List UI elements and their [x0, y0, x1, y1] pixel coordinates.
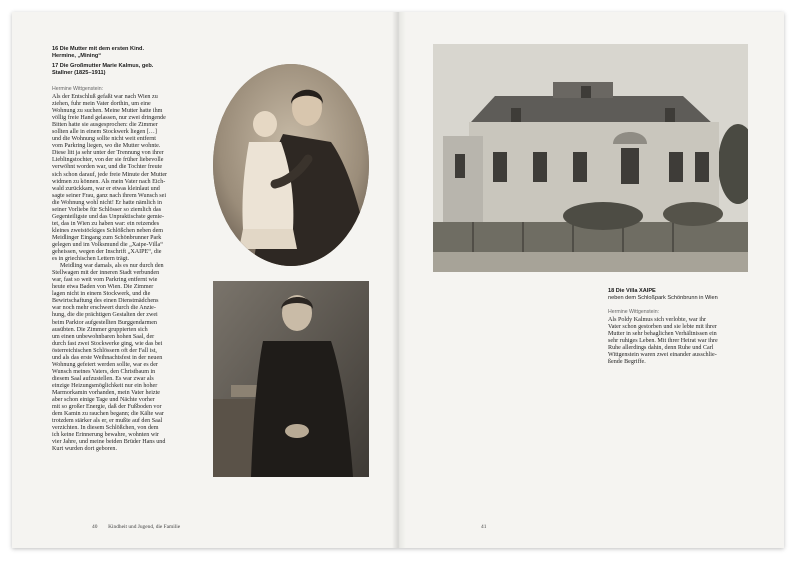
text-line: diesem Saal aufzustellen. Es war zwar als [52, 375, 154, 382]
text-line: kleines zweistöckiges Schlößchen neben dem [52, 227, 164, 234]
text-line: aber schon einige Tage und Nächte vorher [52, 397, 155, 404]
text-line: vier Jahre, und meine beiden Brüder Hans und [52, 439, 166, 446]
text-line: ich keine Erinnerung bewahre, wohnten wir [52, 432, 159, 439]
photo-mother-with-child [213, 64, 369, 266]
text-line: war, fast so weit vom Parkring entfernt wie [52, 277, 158, 284]
photo-grandmother [213, 281, 369, 477]
text-line: Bewirtschaftung des einen Dienstmädchens [52, 298, 159, 305]
photo-grandmother-drawing [213, 281, 369, 477]
text-line: Kurt wurden dort geboren. [52, 446, 117, 453]
caption-18-subtitle: neben dem Schloßpark Schönbrunn in Wien [608, 294, 718, 301]
book-gutter [392, 12, 406, 548]
text-line: sehr ruhiges Leben. Mit ihrer Heirat war ihre [608, 338, 718, 345]
text-line: sagte seiner Frau, ganz nach ihrem Wunsch sei [52, 192, 167, 199]
text-line: völlig freie Hand gelassen, nur zwei dringende [52, 115, 166, 122]
text-line: beim Parktor aufgestellten Burggendarmen [52, 319, 157, 326]
text-line: Ruhe allerdings dahin, denn Ruhe und Carl [608, 345, 714, 352]
running-title: Kindheit und Jugend, die Familie [108, 524, 181, 530]
right-folio [481, 524, 486, 530]
text-line: Wunsch meines Vaters, den Christbaum in [52, 368, 156, 375]
text-line: Vater schon gestorben und sie lebte mit ihrer [608, 324, 717, 331]
text-line: Als der Entschluß gefaßt war nach Wien zu [52, 94, 158, 100]
text-line: Meidling war damals, als es nur durch den [60, 263, 164, 270]
text-line: geheissen, wegen der Inschrift „XAIPE“, die [52, 249, 162, 256]
text-line: Gegenteiligste und das Unpraktischste gemie- [52, 213, 165, 220]
left-caption-block [52, 46, 202, 76]
photo-mother-with-child-drawing [213, 64, 369, 266]
right-caption-block [608, 288, 778, 301]
left-page-number: 40 [92, 524, 98, 530]
speaker-label: Hermine Wittgenstein: [608, 309, 660, 315]
caption-18-title: 18 Die Villa XAIPE [608, 288, 656, 294]
text-line: ausübten. Die Zimmer gruppierten sich [52, 326, 148, 333]
text-line: ziehen, fuhr mein Vater dorthin, um eine [52, 101, 151, 108]
text-line: dem Kamin zu rauchen begann; die Kälte war [52, 411, 164, 418]
paragraph-1 [52, 94, 208, 263]
text-line: und als das erste Weihnachtsfest in der neuen [52, 354, 163, 361]
text-line: sich schon darauf, jede freie Minute der Mutter [52, 171, 168, 178]
text-line: Als Poldy Kalmus sich verlobte, war ihr [608, 317, 706, 323]
text-line: Wohnung gefeiert werden sollte, war es der [52, 361, 158, 368]
text-line: österreichischen Schlössern oft der Fall ist, [52, 347, 157, 354]
text-line: um einen unbewohnbaren hohen Saal, der [52, 333, 155, 340]
text-line: einzige Heizungsmöglichkeit nur ein hoher [52, 382, 158, 389]
text-line: widmen zu können. Als mein Vater nach Eich- [52, 178, 166, 185]
text-line: und die Wohnung sollte nicht weit entfernt [52, 136, 156, 143]
left-folio [92, 524, 180, 530]
text-line: Lieblingstochter, von der sie früher liebevolle [52, 157, 164, 164]
text-line: Mutter in sehr behaglichen Verhältnissen ein [608, 331, 717, 338]
photo-villa-xaipe-drawing [433, 44, 748, 272]
text-line: die Wohnung wohl nicht! Er hatte nämlich in [52, 199, 162, 206]
text-line: Diese litt ja sehr unter der Trennung von ihrer [52, 150, 164, 157]
text-line: Wittgenstein waren zwei einander ausschlie- [608, 352, 717, 359]
speaker-label: Hermine Wittgenstein: [52, 86, 104, 92]
text-line: vom Parkring liegen, wo die Mutter wohnte. [52, 143, 161, 150]
caption-17-line-2: Stallner (1825–1911) [52, 69, 106, 76]
text-line: trotzdem stärker als er, er mußte auf den Saal [52, 418, 163, 425]
text-line: Meidlinger Eingang zum Schönbrunner Park [52, 234, 162, 241]
paragraph-2 [52, 263, 208, 453]
text-line: Wohnung zu suchen. Meine Mutter hatte ihm [52, 108, 163, 115]
text-line: Marmorkamin vorhanden, mein Vater heizte [52, 389, 161, 396]
caption-16-line-2: Hermine, „Mining“ [52, 52, 102, 59]
text-line: war noch mehr erschwert durch die Anzie- [52, 305, 156, 312]
text-line: lagen nicht in einem Stockwerk, und die [52, 291, 151, 298]
text-line: verzichten. In diesem Schlößchen, von dem [52, 425, 159, 432]
right-body-text [608, 309, 758, 366]
text-line: wald zurückkam, war er etwas kleinlaut und [52, 185, 160, 192]
caption-16-line-1: 16 Die Mutter mit dem ersten Kind. [52, 46, 145, 52]
text-line: heute etwa Baden von Wien. Die Zimmer [52, 284, 154, 291]
text-line: durch fast zwei Stockwerke ging, wie das bei [52, 340, 163, 347]
text-line: seiner Vorliebe für Schlösser so ziemlich das [52, 206, 162, 213]
text-line: Bitten hatte sie ausgesprochen: die Zimmer [52, 122, 158, 129]
text-line: ßende Begriffe. [608, 359, 646, 366]
text-line: gelegen und im Volksmund die „Xaipe-Villa“ [52, 241, 163, 248]
text-line: verwöhnt worden war, und die Tochter freute [52, 164, 163, 171]
photo-villa-xaipe [433, 44, 748, 272]
text-line: hung, die die prächtigen Gestalten der zwei [52, 312, 158, 319]
text-line: es in griechischen Lettern trägt. [52, 256, 129, 263]
caption-17-line-1: 17 Die Großmutter Marie Kalmus, geb. [52, 63, 154, 70]
text-line: mit so großer Energie, daß der Fußboden vor [52, 404, 162, 411]
left-body-text [52, 86, 208, 453]
text-line: sollten alle in einem Stockwerk liegen […] [52, 129, 157, 136]
text-line: Stellwagen mit der inneren Stadt verbunden [52, 270, 160, 277]
text-line: tet, das in Wien zu haben war: ein reizendes [52, 220, 160, 227]
right-page-number: 41 [481, 524, 487, 530]
